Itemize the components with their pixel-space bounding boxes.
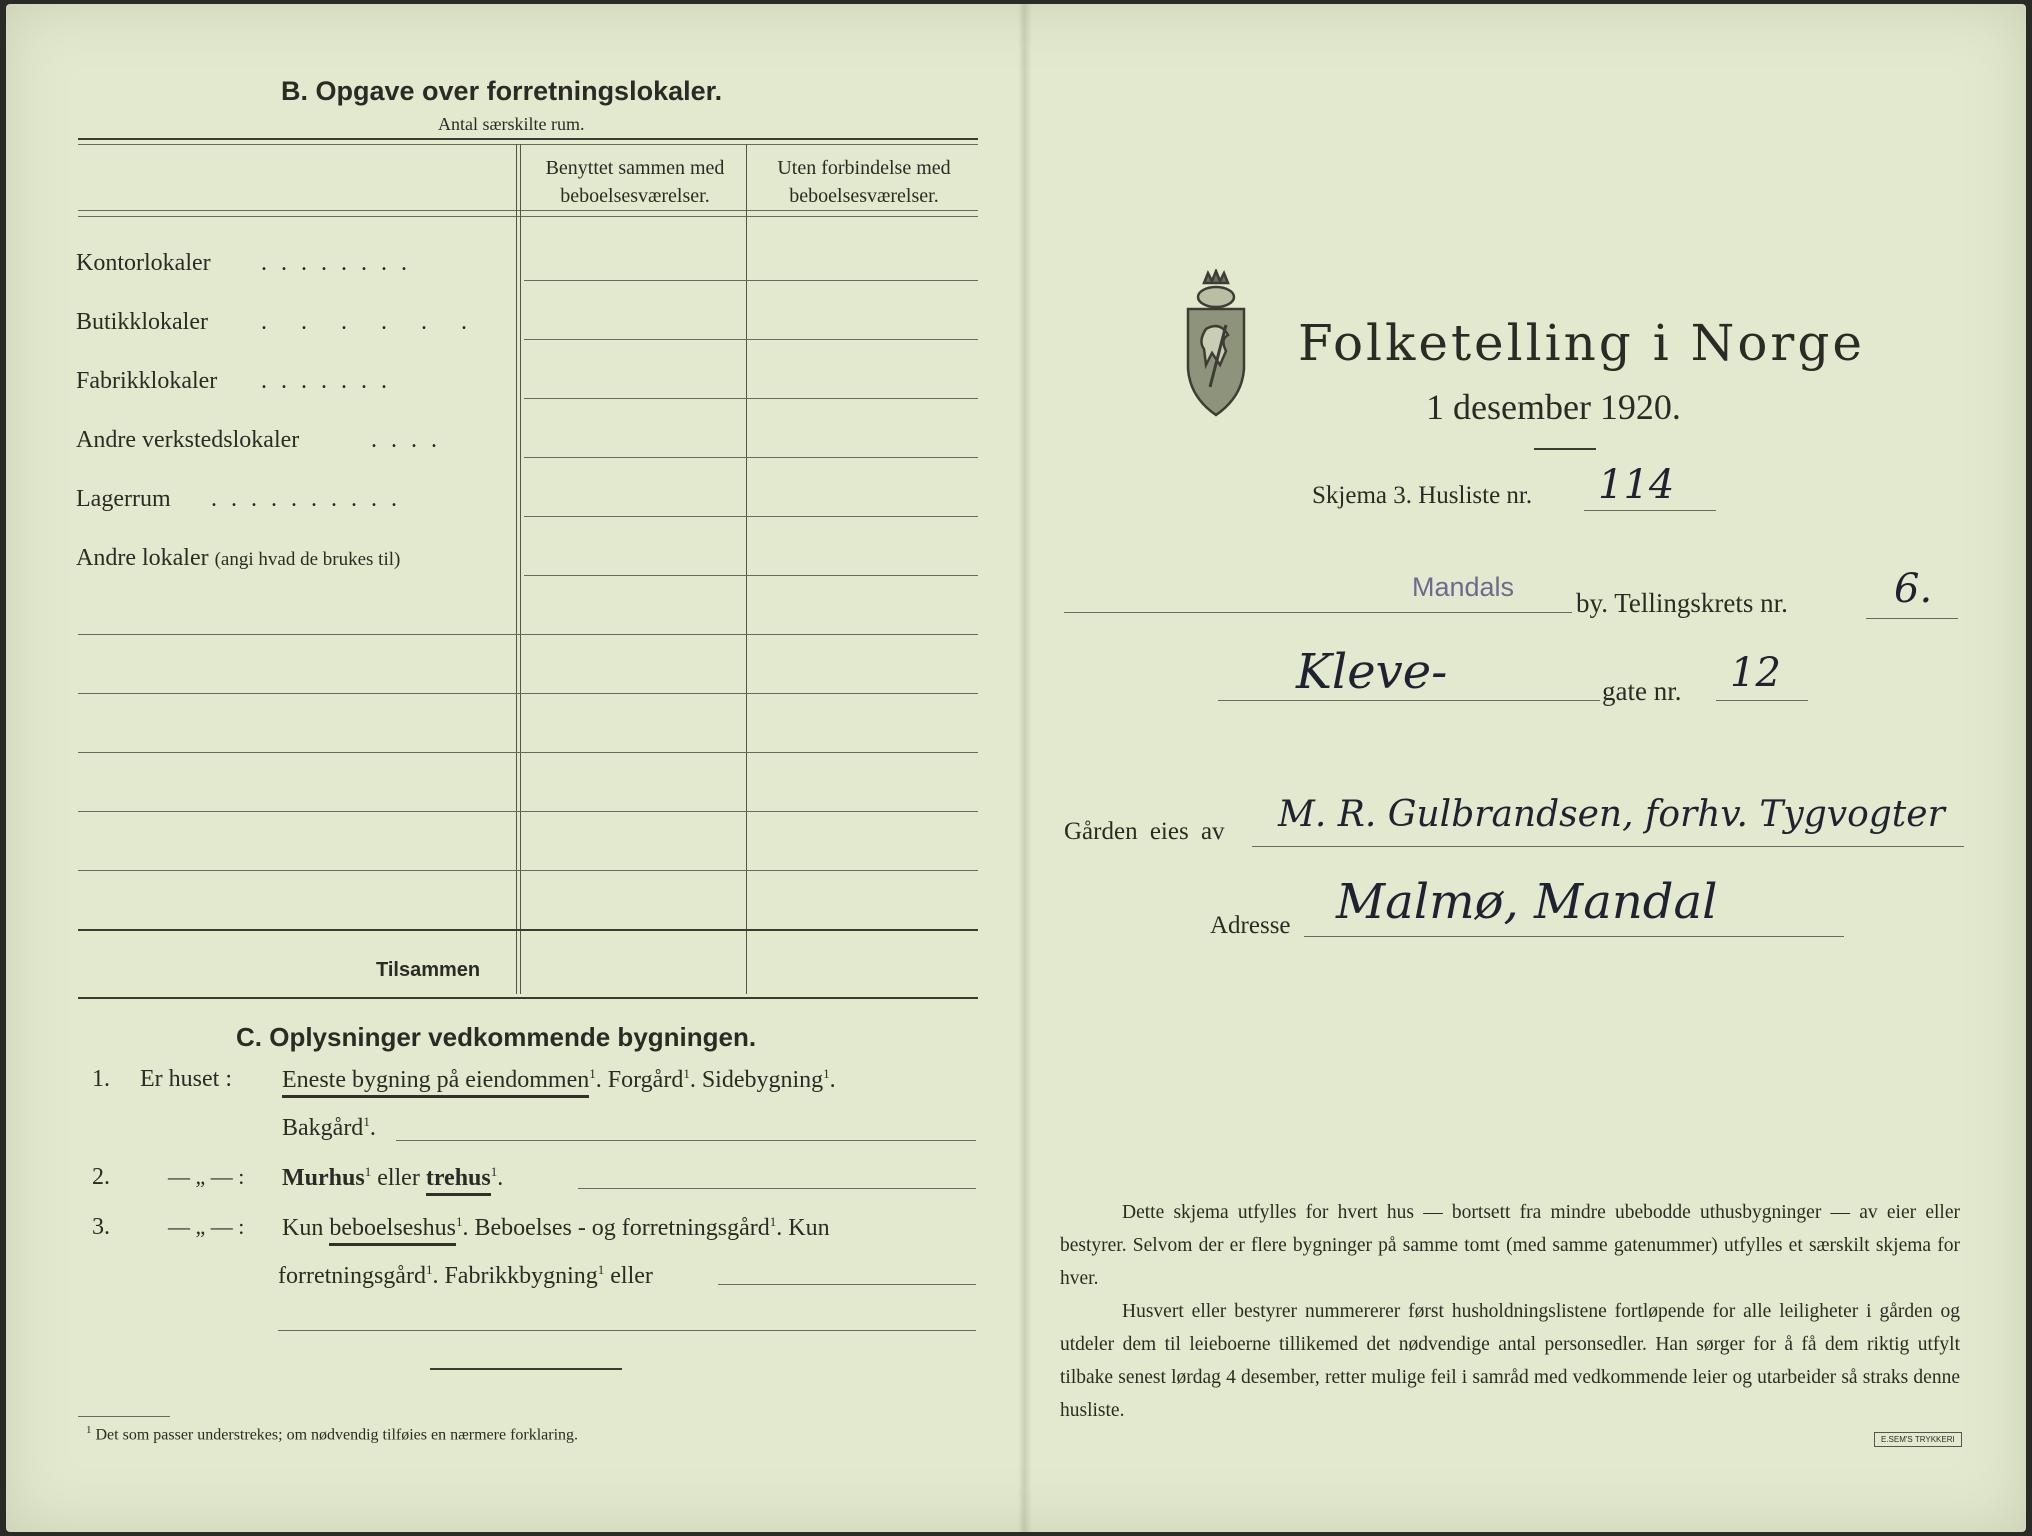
col1-header-line1: Benyttet sammen med (545, 157, 725, 179)
col2-header-line1: Uten forbindelse med (777, 157, 951, 179)
row-label-kontorlokaler: Kontorlokaler (76, 250, 211, 276)
q3-number: 3. (92, 1214, 110, 1240)
instructions (1060, 1196, 1960, 1427)
total-top-rule (78, 929, 978, 931)
row-dots: ........ (261, 250, 421, 276)
row-dots: . . . . . . (261, 309, 481, 335)
q1-option-eneste: Eneste bygning på eiendommen (282, 1067, 589, 1098)
q1-fill-rule (396, 1140, 976, 1141)
q3-eller: eller (610, 1263, 653, 1289)
col1-header-line2: beboelsesværelser. (560, 185, 710, 207)
q1-option-bakgard-line: Bakgård$^1$. (282, 1114, 376, 1141)
page-fold (1018, 4, 1032, 1532)
superscript: 1 (597, 1262, 605, 1277)
andre-lokaler-text: Andre lokaler (76, 545, 209, 571)
row-rule (524, 516, 978, 517)
q2-option-trehus: trehus (426, 1165, 491, 1196)
row-rule (78, 693, 978, 694)
question-1 (92, 1066, 110, 1093)
owner-line (1252, 846, 1964, 847)
col-divider-1 (516, 144, 517, 994)
superscript: 1 (683, 1066, 690, 1081)
row-rule (78, 752, 978, 753)
table-top-rule-2 (78, 144, 978, 145)
total-label: Tilsammen (376, 959, 481, 981)
row-rule (78, 870, 978, 871)
census-date: 1 desember 1920. (1426, 387, 1681, 427)
footnote (86, 1424, 578, 1444)
superscript: 1 (425, 1262, 433, 1277)
by-line (1064, 612, 1572, 613)
address-value: Malmø, Mandal (1336, 874, 1718, 930)
q3-option-beboelseshus: beboelseshus (329, 1215, 456, 1246)
row-label-andre-lokaler (76, 545, 400, 572)
address-label: Adresse (1210, 912, 1291, 939)
q1-number: 1. (92, 1066, 110, 1092)
address-line (1304, 936, 1844, 937)
superscript: 1 (364, 1164, 372, 1179)
superscript: 1 (490, 1164, 498, 1179)
row-dots: ....... (261, 368, 401, 394)
q1-option-sidebygning: Sidebygning (701, 1067, 824, 1093)
row-rule (78, 811, 978, 812)
superscript: 1 (589, 1066, 596, 1081)
by-stamp: Mandals (1412, 572, 1515, 602)
gate-nr-value: 12 (1730, 650, 1781, 696)
row-rule (524, 457, 978, 458)
q1-label: Er huset : (140, 1066, 232, 1092)
q2-option-murhus: Murhus (282, 1165, 365, 1191)
gate-label: gate nr. (1602, 676, 1682, 706)
q2-number: 2. (92, 1164, 110, 1190)
q1-option-forgard: Forgård (607, 1067, 684, 1093)
superscript: 1 (363, 1114, 370, 1129)
col-divider-2 (746, 144, 747, 994)
q2-label: — „ — : (168, 1164, 245, 1189)
header-bottom-rule-2 (78, 216, 978, 217)
tellingskrets-nr-value: 6. (1894, 566, 1933, 612)
superscript: 1 (769, 1214, 777, 1229)
row-dots: .......... (211, 486, 411, 512)
row-label-andre-verkstedslokaler: Andre verkstedslokaler (76, 427, 300, 453)
section-c-heading: C. Oplysninger vedkommende bygningen. (236, 1022, 757, 1052)
norwegian-coat-of-arms-icon (1176, 269, 1256, 419)
form-title: Folketelling i Norge (1298, 314, 1865, 372)
skjema-label: Skjema 3. Husliste nr. (1312, 482, 1533, 509)
superscript: 1 (823, 1066, 830, 1081)
q3-option-beboelses-forretningsgard: Beboelses - og forretningsgård (474, 1215, 770, 1241)
q2-or: eller (377, 1165, 420, 1191)
gate-name-value: Kleve- (1296, 644, 1448, 700)
andre-lokaler-note: (angi hvad de brukes til) (214, 549, 401, 570)
superscript: 1 (456, 1214, 463, 1229)
header-bottom-rule (78, 210, 978, 211)
row-rule (524, 339, 978, 340)
row-rule (524, 398, 978, 399)
q1-option-bakgard: Bakgård (282, 1115, 364, 1141)
instructions-paragraph-1: Dette skjema utfylles for hvert hus — bortsett fra mindre ubebodde uthusbygninger — av eier eller bestyrer. Selvom der er flere bygninger på samme tomt (med samme gatenummer) utfylles et særskilt skjema for hver. (1060, 1202, 1960, 1289)
row-rule (524, 280, 978, 281)
q2-options: Murhus$^1$ eller trehus$^1$. (282, 1164, 503, 1192)
instructions-paragraph-2: Husvert eller bestyrer nummererer først husholdningslistene fortløpende for alle leiligheter i gården og utdeler dem til leieboerne tillikemed det nødvendige antal personsedler. Han sørger for å få dem riktig utfylt tilbake senest lørdag 4 desember, retter mulige feil i samråd med vedkommende leier og utarbeider så straks denne husliste. (1060, 1301, 1960, 1421)
row-label-butikklokaler: Butikklokaler (76, 309, 208, 335)
q3-option-fabrikkbygning: Fabrikkbygning (444, 1263, 598, 1289)
title-rule (1534, 448, 1596, 450)
krets-nr-line (1866, 618, 1958, 619)
q1-options: Eneste bygning på eiendommen$^1$. Forgård$^1$. Sidebygning$^1$. (282, 1066, 836, 1094)
q3-kun-2: Kun (788, 1215, 830, 1241)
col2-header-line2: beboelsesværelser. (789, 185, 939, 207)
owner-value: M. R. Gulbrandsen, forhv. Tygvogter (1278, 794, 1945, 835)
section-b-heading: B. Opgave over forretningslokaler. (281, 76, 723, 106)
owner-label: Gården eies av (1064, 818, 1225, 845)
section-end-rule (430, 1368, 622, 1370)
husliste-nr-value: 114 (1598, 462, 1675, 508)
printer-mark: E.SEM'S TRYKKERI (1874, 1432, 1962, 1447)
husliste-nr-line (1584, 510, 1716, 511)
by-label: by. Tellingskrets nr. (1576, 588, 1788, 618)
census-form-sheet (6, 4, 2026, 1532)
row-dots: .... (371, 427, 451, 453)
footnote-rule (78, 1416, 170, 1417)
row-label-fabrikklokaler: Fabrikklokaler (76, 368, 218, 394)
row-rule (78, 634, 978, 635)
table-top-rule (78, 138, 978, 140)
q3-kun: Kun (282, 1215, 324, 1241)
row-rule (524, 575, 978, 576)
q3-options-line1: Kun beboelseshus$^1$. Beboelses - og forretningsgård$^1$. Kun (282, 1214, 830, 1242)
q3-label: — „ — : (168, 1214, 245, 1239)
col-divider-1b (520, 144, 521, 994)
q2-fill-rule (578, 1188, 976, 1189)
col1-header (524, 154, 746, 210)
footnote-marker: 1 (86, 1424, 92, 1436)
q3-options-line2: forretningsgård$^1$. Fabrikkbygning$^1$ eller (278, 1262, 653, 1289)
q3-fill-rule-2 (278, 1330, 976, 1331)
gate-nr-line (1716, 700, 1808, 701)
gate-line (1218, 700, 1600, 701)
row-label-lagerrum: Lagerrum (76, 486, 171, 512)
q3-option-forretningsgard: forretningsgård (278, 1263, 426, 1289)
col2-header (750, 154, 978, 210)
q3-fill-rule (718, 1284, 976, 1285)
section-b-subheading: Antal særskilte rum. (438, 114, 585, 134)
footnote-text: Det som passer understrekes; om nødvendig tilføies en nærmere forklaring. (95, 1426, 579, 1444)
table-bottom-rule (78, 997, 978, 999)
